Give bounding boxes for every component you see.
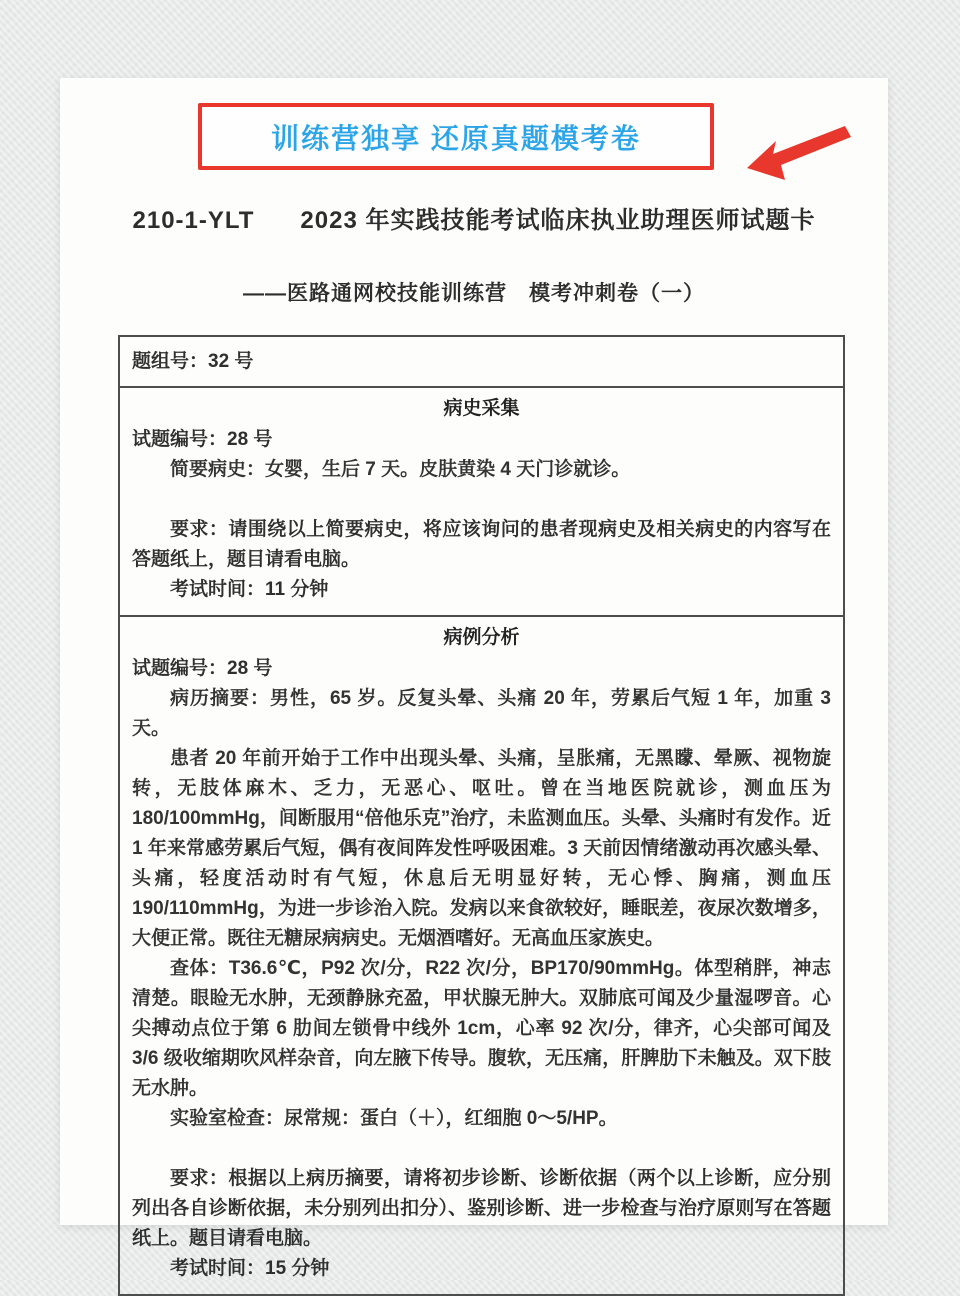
promo-banner-text: 训练营独享 还原真题模考卷 bbox=[271, 122, 641, 154]
physical-exam: 查体：T36.6℃，P92 次/分，R22 次/分，BP170/90mmHg。体型稍胖，神志清楚。眼睑无水肿，无颈静脉充盈，甲状腺无肿大。双肺底可闻及少量湿啰音。心尖搏动点位于第 6 肋间左锁骨中线外 1cm，心率 92 次/分，律齐，心尖部可闻及 3/6 级收缩期吹风样杂音，向左腋下传导。腹软，无压痛，肝脾肋下未触及。双下肢无水肿。 bbox=[132, 958, 831, 1099]
question-number: 试题编号：28 号 bbox=[132, 658, 273, 679]
document-page bbox=[60, 78, 888, 1279]
section-history-taking bbox=[120, 388, 843, 617]
exam-time: 考试时间：11 分钟 bbox=[170, 579, 329, 600]
lab-tests: 实验室检查：尿常规：蛋白（＋），红细胞 0～5/HP。 bbox=[170, 1108, 618, 1129]
page-title: 2023 年实践技能考试临床执业助理医师试题卡 bbox=[300, 207, 816, 234]
brief-history: 简要病史：女婴，生后 7 天。皮肤黄染 4 天门诊就诊。 bbox=[170, 459, 631, 480]
blank-line bbox=[132, 485, 831, 515]
promo-banner-box bbox=[198, 103, 714, 170]
section-case-analysis bbox=[120, 617, 843, 1294]
case-summary: 病历摘要：男性，65 岁。反复头晕、头痛 20 年，劳累后气短 1 年，加重 3 天。 bbox=[132, 688, 831, 739]
group-number-row: 题组号：32 号 bbox=[120, 337, 843, 388]
blank-line bbox=[132, 1134, 831, 1164]
section-heading: 病史采集 bbox=[443, 398, 520, 419]
present-illness-history: 患者 20 年前开始于工作中出现头晕、头痛，呈胀痛，无黑矇、晕厥、视物旋转，无肢体麻木、乏力，无恶心、呕吐。曾在当地医院就诊，测血压为 180/100mmHg，间断服用“倍他乐克”治疗，未监测血压。头晕、头痛时有发作。近 1 年来常感劳累后气短，偶有夜间阵发性呼吸困难。3 天前因情绪激动再次感头晕、头痛，轻度活动时有气短，休息后无明显好转，无心悸、胸痛，测血压 190/110mmHg，为进一步诊治入院。发病以来食欲较好，睡眠差，夜尿次数增多，大便正常。既往无糖尿病病史。无烟酒嗜好。无高血压家族史。 bbox=[132, 748, 831, 949]
document-subtitle: ——医路通网校技能训练营 模考冲刺卷（一） bbox=[243, 282, 705, 305]
exam-time: 考试时间：15 分钟 bbox=[170, 1258, 330, 1279]
requirement-text: 要求：根据以上病历摘要，请将初步诊断、诊断依据（两个以上诊断，应分别列出各自诊断依据，未分别列出扣分）、鉴别诊断、进一步检查与治疗原则写在答题纸上。题目请看电脑。 bbox=[132, 1168, 831, 1249]
document-title-row bbox=[60, 200, 888, 235]
exam-code: 210-1-YLT bbox=[132, 207, 255, 234]
requirement-text: 要求：请围绕以上简要病史，将应该询问的患者现病史及相关病史的内容写在答题纸上，题目请看电脑。 bbox=[132, 519, 831, 570]
exam-card-table bbox=[118, 335, 845, 1296]
question-number: 试题编号：28 号 bbox=[132, 429, 273, 450]
section-heading: 病例分析 bbox=[443, 627, 520, 648]
red-arrow-icon bbox=[743, 122, 855, 184]
